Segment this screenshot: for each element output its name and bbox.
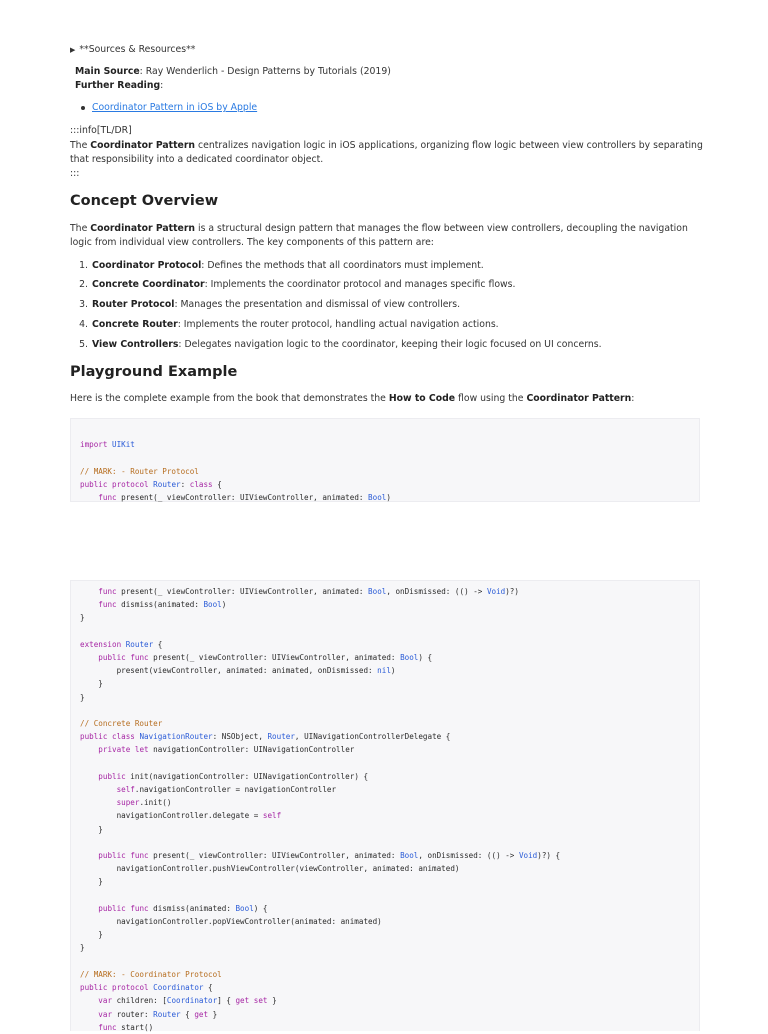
list-item bbox=[92, 318, 499, 332]
list-item-text: : Delegates navigation logic to the coordinator, keeping their logic focused on UI concerns. bbox=[178, 339, 602, 350]
bullet-dot-icon bbox=[81, 106, 85, 110]
code-line: } bbox=[80, 679, 103, 689]
further-reading-link[interactable] bbox=[92, 101, 257, 115]
list-item-text: : Implements the coordinator protocol and manages specific flows. bbox=[204, 279, 516, 290]
playground-intro-bold-2: Coordinator Pattern bbox=[526, 393, 632, 404]
code-line: // MARK: - Coordinator Protocol bbox=[80, 969, 222, 979]
info-bold: Coordinator Pattern bbox=[90, 140, 196, 151]
info-text bbox=[70, 139, 710, 167]
code-line: } bbox=[80, 824, 103, 834]
code-line: // Concrete Router bbox=[80, 719, 163, 729]
list-number: 4. bbox=[79, 319, 88, 330]
code-line: super.init() bbox=[116, 798, 172, 808]
main-source-value: : Ray Wenderlich - Design Patterns by Tutorials (2019) bbox=[139, 66, 391, 77]
code-line: func present(_ viewController: UIViewController, animated: Bool) bbox=[98, 493, 391, 503]
code-line: public func present(_ viewController: UIViewController, animated: Bool, onDismissed: (() -> Void)?) { bbox=[98, 851, 561, 861]
sources-summary-label: **Sources & Resources** bbox=[79, 44, 196, 55]
playground-intro-mid: flow using the bbox=[455, 393, 527, 404]
concept-intro-text: is a structural design pattern that manages the flow between view controllers, decoupling the navigation logic from individual view controllers. The key components of this pattern are: bbox=[70, 223, 688, 248]
playground-intro-prefix: Here is the complete example from the book that demonstrates the bbox=[70, 393, 389, 404]
code-line: extension Router { bbox=[80, 639, 163, 649]
triangle-right-icon: ▶ bbox=[70, 46, 76, 54]
further-reading-label: Further Reading bbox=[75, 80, 161, 91]
code-line: } bbox=[80, 877, 103, 887]
code-line: self.navigationController = navigationController bbox=[116, 785, 337, 795]
playground-heading: Playground Example bbox=[70, 364, 238, 380]
sources-summary-toggle[interactable] bbox=[70, 43, 195, 57]
list-item-text: : Implements the router protocol, handling actual navigation actions. bbox=[177, 319, 499, 330]
list-number: 2. bbox=[79, 279, 88, 290]
playground-intro bbox=[70, 392, 634, 406]
code-line: } bbox=[80, 613, 85, 623]
list-item-bold: Router Protocol bbox=[92, 299, 175, 310]
list-number: 3. bbox=[79, 299, 88, 310]
code-block-2-text bbox=[80, 585, 560, 1034]
list-item bbox=[92, 278, 515, 292]
code-line: private let navigationController: UINavigationController bbox=[98, 745, 355, 755]
code-line: public class NavigationRouter: NSObject, Router, UINavigationControllerDelegate { bbox=[80, 732, 451, 742]
concept-heading: Concept Overview bbox=[70, 193, 219, 209]
list-item-bold: Concrete Coordinator bbox=[92, 279, 205, 290]
further-reading-colon: : bbox=[160, 80, 164, 91]
code-line: func dismiss(animated: Bool) bbox=[98, 600, 227, 610]
list-item-bold: View Controllers bbox=[92, 339, 179, 350]
list-item-bold: Coordinator Protocol bbox=[92, 260, 202, 271]
code-line: } bbox=[80, 692, 85, 702]
info-body: centralizes navigation logic in iOS applications, organizing flow logic between view controllers by separating that responsibility into a dedicated coordinator object. bbox=[70, 140, 703, 165]
code-line: navigationController.delegate = self bbox=[80, 811, 282, 821]
code-line: var children: [Coordinator] { get set } bbox=[98, 996, 277, 1006]
further-reading-line bbox=[75, 79, 163, 93]
code-line: navigationController.pushViewController(viewController, animated: animated) bbox=[80, 864, 460, 874]
main-source-label: Main Source bbox=[75, 66, 140, 77]
concept-intro bbox=[70, 222, 710, 250]
code-block-1-text bbox=[80, 425, 391, 517]
info-open-marker: :::info[TL/DR] bbox=[70, 125, 132, 136]
info-prefix: The bbox=[70, 140, 91, 151]
code-line: public init(navigationController: UINavigationController) { bbox=[98, 771, 369, 781]
code-line: var router: Router { get } bbox=[98, 1009, 218, 1019]
list-item bbox=[92, 338, 602, 352]
code-line: present(viewController, animated: animated, onDismissed: nil) bbox=[80, 666, 396, 676]
list-item-bold: Concrete Router bbox=[92, 319, 178, 330]
code-line: public func dismiss(animated: Bool) { bbox=[98, 903, 268, 913]
info-close-marker: ::: bbox=[70, 168, 80, 179]
code-line: public func present(_ viewController: UIViewController, animated: Bool) { bbox=[98, 653, 433, 663]
code-line: public protocol Router: class { bbox=[80, 479, 222, 489]
code-line: func present(_ viewController: UIViewController, animated: Bool, onDismissed: (() -> Void)?) bbox=[98, 587, 519, 596]
code-line: navigationController.popViewController(animated: animated) bbox=[80, 917, 382, 927]
concept-intro-bold: Coordinator Pattern bbox=[90, 223, 196, 234]
list-item-text: : Defines the methods that all coordinators must implement. bbox=[201, 260, 484, 271]
list-number: 1. bbox=[79, 260, 88, 271]
code-line: func start() bbox=[98, 1022, 154, 1032]
further-reading-link-text[interactable]: Coordinator Pattern in iOS by Apple bbox=[92, 102, 258, 113]
list-item bbox=[92, 259, 484, 273]
concept-intro-prefix: The bbox=[70, 223, 91, 234]
code-line: public protocol Coordinator { bbox=[80, 983, 213, 993]
playground-intro-bold-1: How to Code bbox=[388, 393, 456, 404]
code-line: } bbox=[80, 943, 85, 953]
code-token: UIKit bbox=[112, 440, 135, 450]
list-number: 5. bbox=[79, 339, 88, 350]
code-line: import UIKit bbox=[80, 440, 135, 450]
code-line: // MARK: - Router Protocol bbox=[80, 466, 199, 476]
list-item-text: : Manages the presentation and dismissal of view controllers. bbox=[174, 299, 461, 310]
list-item bbox=[92, 298, 460, 312]
main-source-line bbox=[75, 65, 391, 79]
code-line: } bbox=[80, 930, 103, 940]
playground-intro-suffix: : bbox=[631, 393, 635, 404]
